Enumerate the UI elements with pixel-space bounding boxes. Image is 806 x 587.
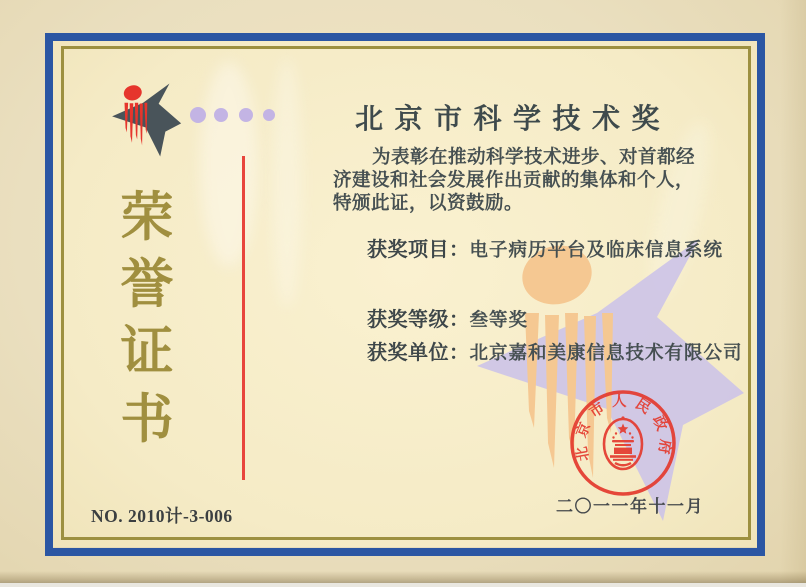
- lavender-dot-icon: [263, 109, 275, 121]
- paper-bottom-edge: [0, 571, 806, 583]
- field-label: 获奖单位：: [367, 342, 470, 364]
- honor-title-char: 证: [120, 323, 174, 382]
- lavender-dot-icon: [190, 107, 206, 123]
- government-seal-icon: [561, 385, 685, 509]
- field-row-unit: [367, 336, 743, 365]
- honor-title: [118, 190, 176, 448]
- citation-line: 特颁此证，以资鼓励。: [333, 193, 524, 214]
- field-label: 获奖项目：: [367, 239, 470, 261]
- field-value: 叁等奖: [469, 311, 529, 331]
- citation-line: 为表彰在推动科学技术进步、对首都经: [372, 148, 696, 168]
- award-title: 北京市科学技术奖: [355, 104, 672, 135]
- honor-title-char: 荣: [120, 189, 174, 247]
- field-row-grade: [367, 303, 528, 332]
- issue-date: 二〇一一年十一月: [556, 497, 704, 516]
- honor-title-char: 书: [120, 390, 174, 449]
- red-divider-line: [242, 156, 245, 480]
- award-citation: [333, 147, 747, 215]
- seal-text: 北京市人民政府: [572, 393, 674, 463]
- scan-edge: [0, 583, 806, 587]
- field-row-project: [367, 233, 723, 262]
- lavender-dot-icon: [239, 108, 253, 122]
- field-value: 电子病历平台及临床信息系统: [469, 241, 724, 261]
- field-value: 北京嘉和美康信息技术有限公司: [469, 344, 743, 364]
- field-label: 获奖等级：: [367, 309, 470, 331]
- citation-line: 济建设和社会发展作出贡献的集体和个人，: [333, 170, 695, 191]
- honor-title-char: 誉: [120, 256, 174, 315]
- lavender-dot-icon: [214, 108, 228, 122]
- national-emblem-icon: [604, 416, 642, 469]
- serial-number: NO. 2010计-3-006: [91, 506, 233, 526]
- star-i-logo-icon: [112, 82, 182, 157]
- paper-crease: [780, 0, 806, 587]
